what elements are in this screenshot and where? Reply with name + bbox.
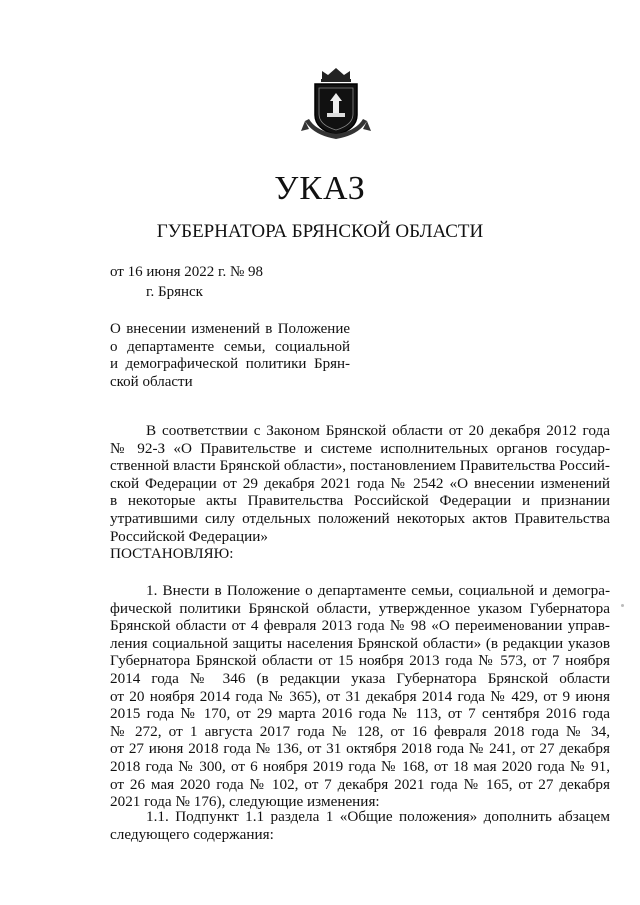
text-line: 2018 года № 300, от 6 ноября 2019 года № 168, от 18 мая 2020 года № 91, — [110, 757, 610, 775]
subject-line: ской области — [110, 373, 193, 390]
decree-date-number: от 16 июня 2022 г. № 98 — [110, 264, 264, 280]
text-line: ской Федерации от 29 декабря 2021 года № 2542 «О внесении изменений — [110, 474, 610, 492]
text-line: от 26 мая 2020 года № 102, от 7 декабря 2021 года № 165, от 27 декабря — [110, 775, 610, 793]
document-title: УКАЗ — [274, 170, 366, 207]
text-line: 1. Внести в Положение о департаменте семьи, социальной и демогра- — [146, 582, 610, 599]
item-1-paragraph — [110, 582, 610, 811]
text-line: Российской Федерации» — [110, 527, 268, 545]
text-line: ления социальной защиты населения Брянской области» (в редакции указов — [110, 634, 610, 652]
decree-city: г. Брянск — [146, 284, 203, 300]
coat-of-arms-icon — [301, 65, 371, 145]
text-line: В соответствии с Законом Брянской области от 20 декабря 2012 года — [146, 422, 610, 439]
decree-subject — [110, 321, 350, 391]
text-line: № 92-З «О Правительстве и системе исполнительных органов государ- — [110, 439, 610, 457]
scan-speck — [621, 604, 624, 607]
text-line: 2014 года № 346 (в редакции указа Губернатора Брянской области — [110, 669, 610, 687]
preamble-paragraph — [110, 422, 610, 545]
text-line: Брянской области от 4 февраля 2013 года № 98 «О переименовании управ- — [110, 617, 610, 635]
document-subtitle: ГУБЕРНАТОРА БРЯНСКОЙ ОБЛАСТИ — [156, 221, 484, 242]
text-line: следующего содержания: — [110, 825, 274, 843]
text-line: в некоторые акты Правительства Российской Федерации и признании — [110, 492, 610, 510]
text-line: от 20 ноября 2014 года № 365), от 31 декабря 2014 года № 429, от 9 июня — [110, 687, 610, 705]
text-line: № 272, от 1 августа 2017 года № 128, от 16 февраля 2018 года № 34, — [110, 722, 610, 740]
text-line: 2021 года № 176), следующие изменения: — [110, 793, 380, 811]
text-line: фической политики Брянской области, утвержденное указом Губернатора — [110, 599, 610, 617]
text-line: ственной власти Брянской области», постановлением Правительства Россий- — [110, 457, 610, 475]
text-line: 2015 года № 170, от 29 марта 2016 года № 113, от 7 сентября 2016 года — [110, 705, 610, 723]
text-line: от 27 июня 2018 года № 136, от 31 октября 2018 года № 241, от 27 декабря — [110, 740, 610, 758]
item-1-1-paragraph — [110, 808, 610, 843]
text-line: утратившими силу отдельных положений некоторых актов Правительства — [110, 509, 610, 527]
text-line: Губернатора Брянской области от 15 ноября 2013 года № 573, от 7 ноября — [110, 652, 610, 670]
subject-line: о департаменте семьи, социальной — [110, 338, 350, 355]
decree-word: ПОСТАНОВЛЯЮ: — [110, 545, 234, 562]
subject-line: О внесении изменений в Положение — [110, 321, 350, 337]
subject-line: и демографической политики Брян- — [110, 356, 350, 372]
text-line: 1.1. Подпункт 1.1 раздела 1 «Общие положения» дополнить абзацем — [146, 808, 610, 825]
